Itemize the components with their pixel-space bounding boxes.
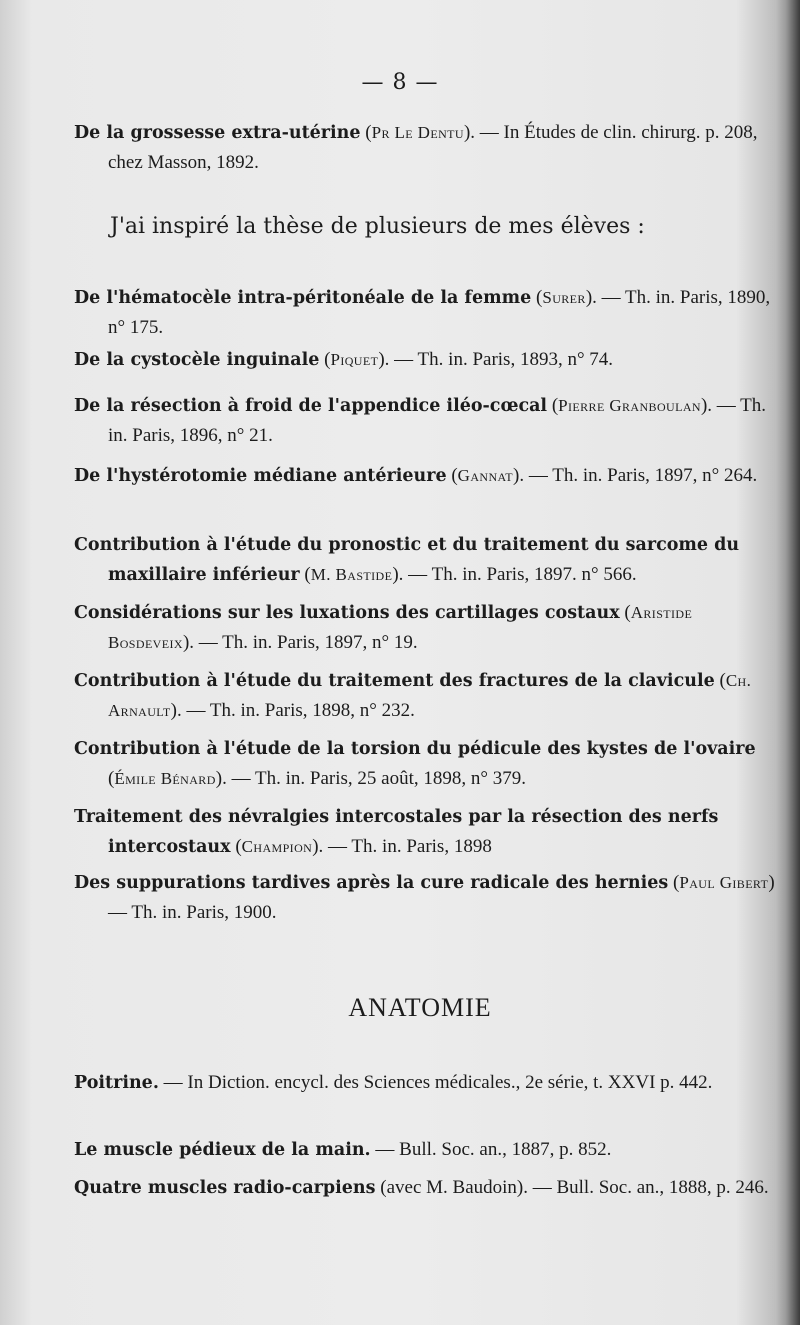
thesis-reference: ). — Th. in. Paris, 1897, n° 264. [513,465,758,486]
thesis-entry: De la résection à froid de l'appendice iléo-cœcal (Pierre Granboulan). — Th. in. Paris, 1896, n° 21. [74,395,767,446]
intro-line: J'ai inspiré la thèse de plusieurs de mes élèves : [110,214,645,239]
thesis-title: De la résection à froid de l'appendice iléo-cœcal [74,396,548,416]
anatomy-reference: (avec M. Baudoin). — Bull. Soc. an., 1888, p. 246. [375,1177,769,1198]
thesis-reference: ). — Th. in. Paris, 1897, n° 19. [182,632,418,653]
thesis-author: Aristide Bosdeveix [108,603,693,652]
thesis-entry: Traitement des névralgies intercostales par la résection des nerfs intercostaux (Champion). — Th. in. Paris, 1898 [74,807,719,857]
thesis-title: Des suppurations tardives après la cure radicale des hernies [74,873,669,893]
thesis-author: Pierre Granboulan [558,396,701,415]
thesis-title: De l'hématocèle intra-péritonéale de la femme [74,288,532,308]
entry-title: De la grossesse extra-utérine [74,123,361,143]
anatomy-title: Quatre muscles radio-carpiens [74,1178,376,1198]
thesis-title: Traitement des névralgies intercostales par la résection des nerfs intercostaux [74,807,719,857]
thesis-reference: ). — Th. in. Paris, 25 août, 1898, n° 379. [215,768,526,789]
thesis-entry: Considérations sur les luxations des cartillages costaux (Aristide Bosdeveix). — Th. in. Paris, 1897, n° 19. [74,602,693,653]
thesis-author: Paul Gibert [679,873,769,892]
thesis-entry: De l'hystérotomie médiane antérieure (Gannat). — Th. in. Paris, 1897, n° 264. [74,465,758,486]
thesis-author: Ch. Arnault [108,671,752,720]
thesis-entry: Contribution à l'étude de la torsion du pédicule des kystes de l'ovaire (Émile Bénard). — Th. in. Paris, 25 août, 1898, n° 379. [74,739,756,789]
thesis-entry: De l'hématocèle intra-péritonéale de la femme (Surer). — Th. in. Paris, 1890, n° 175. [74,287,771,338]
thesis-title: De l'hystérotomie médiane antérieure [74,466,447,486]
section-heading: ANATOMIE [348,993,492,1022]
thesis-title: De la cystocèle inguinale [74,350,320,370]
thesis-title: Contribution à l'étude du pronostic et du traitement du sarcome du maxillaire inférieur [74,535,740,585]
entry-reference: ). — In Études de clin. chirurg. p. 208, chez Masson, 1892. [108,122,758,173]
thesis-author: Champion [241,837,313,856]
thesis-reference: ). — Th. in. Paris, 1890, n° 175. [108,287,771,338]
thesis-reference: ). — Th. in. Paris, 1897. n° 566. [392,564,637,585]
thesis-entry: Contribution à l'étude du traitement des fractures de la clavicule (Ch. Arnault). — Th. in. Paris, 1898, n° 232. [74,670,752,721]
thesis-entry: De la cystocèle inguinale (Piquet). — Th. in. Paris, 1893, n° 74. [74,349,614,370]
bibliography-entry: De la grossesse extra-utérine (Pr Le Dentu). — In Études de clin. chirurg. p. 208, chez Masson, 1892. [74,122,758,173]
thesis-author: Gannat [457,466,514,485]
anatomy-title: Poitrine. [74,1073,159,1093]
anatomy-reference: — Bull. Soc. an., 1887, p. 852. [370,1139,612,1160]
page-edge-shadow [786,0,800,1325]
thesis-reference: ). — Th. in. Paris, 1898, n° 232. [170,700,415,721]
thesis-author: Piquet [330,350,379,369]
thesis-title: Considérations sur les luxations des cartillages costaux [74,603,620,623]
thesis-reference: ). — Th. in. Paris, 1893, n° 74. [378,349,614,370]
thesis-reference: ) — Th. in. Paris, 1900. [108,872,775,923]
thesis-title: Contribution à l'étude de la torsion du pédicule des kystes de l'ovaire [74,739,756,759]
anatomy-entry [74,1068,780,1098]
thesis-entry: Contribution à l'étude du pronostic et du traitement du sarcome du maxillaire inférieur (M. Bastide). — Th. in. Paris, 1897. n° 566. [74,535,740,585]
thesis-reference: ). — Th. in. Paris, 1898 [312,836,492,857]
thesis-title: Contribution à l'étude du traitement des fractures de la clavicule [74,671,715,691]
thesis-reference: ). — Th. in. Paris, 1896, n° 21. [108,395,767,446]
entry-author: Pr Le Dentu [371,123,464,142]
thesis-author: M. Bastide [310,565,393,584]
thesis-author: Émile Bénard [114,769,216,788]
anatomy-entry [74,1173,780,1203]
thesis-author: Surer [542,288,586,307]
anatomy-reference: — In Diction. encycl. des Sciences médicales., 2e série, t. XXVI p. 442. [158,1072,713,1093]
anatomy-entry [74,1135,780,1165]
page-number: — 8 — [361,70,439,95]
anatomy-title: Le muscle pédieux de la main. [74,1140,371,1160]
thesis-entry: Des suppurations tardives après la cure radicale des hernies (Paul Gibert) — Th. in. Paris, 1900. [74,872,775,923]
